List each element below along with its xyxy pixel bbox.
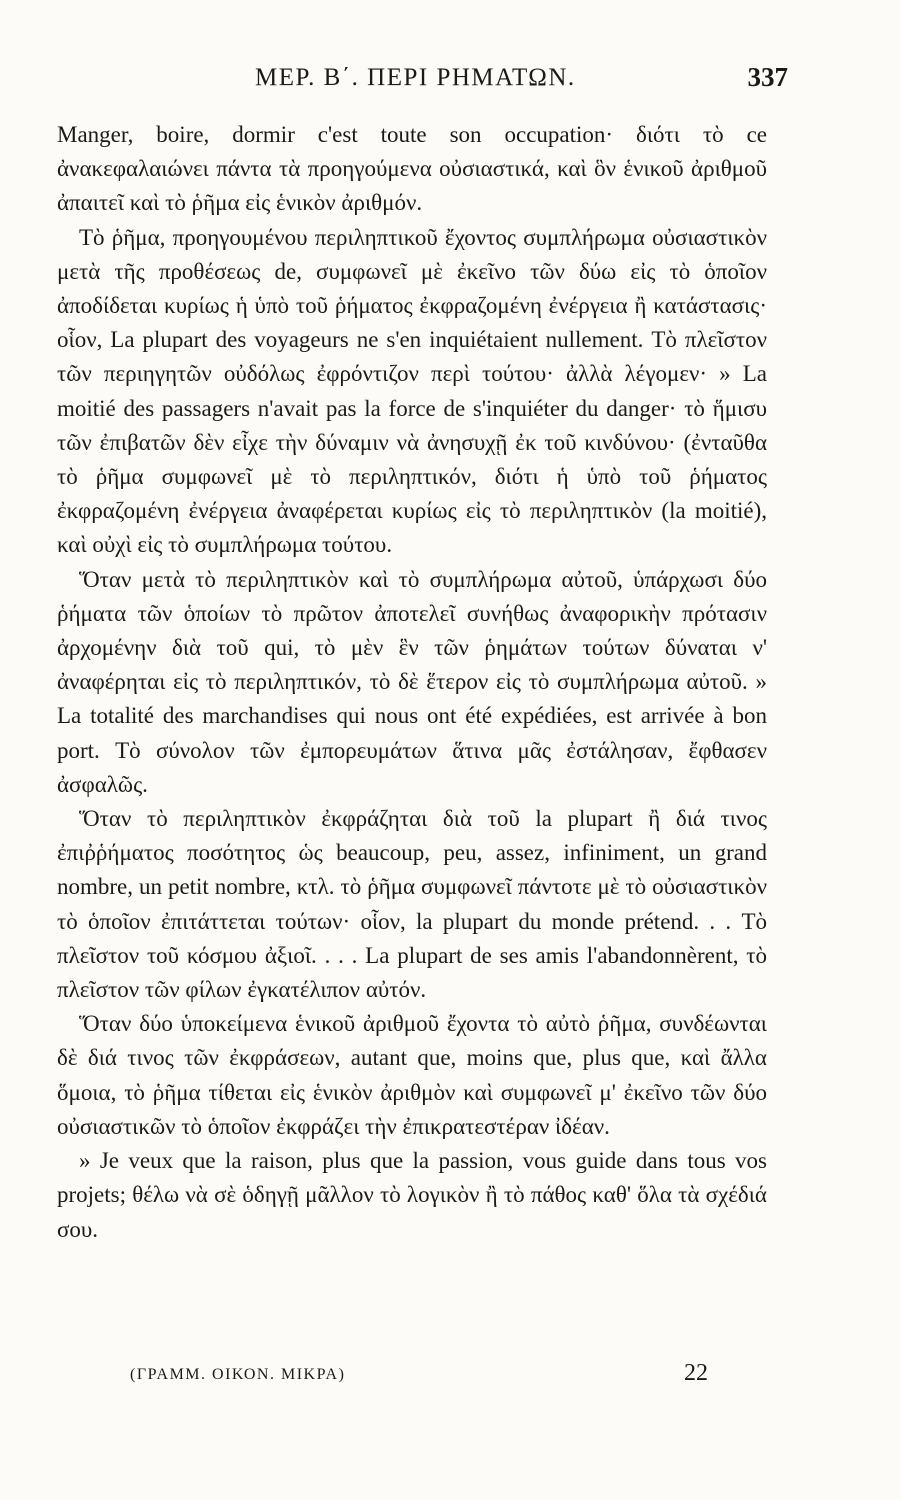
paragraph: Τὸ ῥῆμα, προηγουμένου περιληπτικοῦ ἔχοντος συμπλήρωμα οὐσιαστικὸν μετὰ τῆς προθέσεως de, συμφωνεῖ μὲ ἐκεῖνο τῶν δύω εἰς τὸ ὁποῖον ἀποδίδεται κυρίως ἡ ὑπὸ τοῦ ῥήματος ἐκφραζομένη ἐνέργεια ἢ κατάστασις· οἷον, La plupart des voyageurs ne s'en inquiétaient nullement. Τὸ πλεῖστον τῶν περιηγητῶν οὐδόλως ἐφρόντιζον περὶ τούτου· ἀλλὰ λέγομεν· » La moitié des passagers n'avait pas la force de s'inquiéter du danger· τὸ ἥμισυ τῶν ἐπιβατῶν δὲν εἶχε τὴν δύναμιν νὰ ἀνησυχῇ ἐκ τοῦ κινδύνου· (ἐνταῦθα τὸ ῥῆμα συμφωνεῖ μὲ τὸ περιληπτικόν, διότι ἡ ὑπὸ τοῦ ῥήματος ἐκφραζομένη ἐνέργεια ἀναφέρεται κυρίως εἰς τὸ περιληπτικὸν (la moitié), καὶ οὐχὶ εἰς τὸ συμπλήρωμα τούτου.: [57, 224, 767, 558]
paragraph: Ὅταν τὸ περιληπτικὸν ἐκφράζηται διὰ τοῦ la plupart ἢ διά τινος ἐπιῤῥήματος ποσότητος ὡς beaucoup, peu, assez, infiniment, un grand nombre, un petit nombre, κτλ. τὸ ῥῆμα συμφωνεῖ πάντοτε μὲ τὸ οὐσιαστικὸν τὸ ὁποῖον ἐπιτάττεται τούτων· οἷον, la plupart du monde prétend. . . Τὸ πλεῖστον τοῦ κόσμου ἀξιοῖ. . . . La plupart de ses amis l'abandonnèrent, τὸ πλεῖστον τῶν φίλων ἐγκατέλιπον αὐτόν.: [57, 806, 767, 1003]
running-head-title: ΜΕΡ. Β΄. ΠΕΡΙ ΡΗΜΑΤΩΝ.: [255, 64, 576, 91]
paragraph: Ὅταν δύο ὑποκείμενα ἑνικοῦ ἀριθμοῦ ἔχοντα τὸ αὐτὸ ῥῆμα, συνδέωνται δὲ διά τινος τῶν ἐκφράσεων, autant que, moins que, plus que, καὶ ἄλλα ὅμοια, τὸ ῥῆμα τίθεται εἰς ἑνικὸν ἀριθμὸν καὶ συμφωνεῖ μ' ἐκεῖνο τῶν δύο οὐσιαστικῶν τὸ ὁποῖον ἐκφράζει τὴν ἐπικρατεστέραν ἰδέαν.: [57, 1011, 767, 1139]
paragraph: Ὅταν μετὰ τὸ περιληπτικὸν καὶ τὸ συμπλήρωμα αὐτοῦ, ὑπάρχωσι δύο ῥήματα τῶν ὁποίων τὸ πρῶτον ἀποτελεῖ συνήθως ἀναφορικὴν πρότασιν ἀρχομένην διὰ τοῦ qui, τὸ μὲν ἓν τῶν ῥημάτων τούτων δύναται ν' ἀναφέρηται εἰς τὸ περιληπτικόν, τὸ δὲ ἕτερον εἰς τὸ συμπλήρωμα αὐτοῦ. » La totalité des marchandises qui nous ont été expédiées, est arrivée à bon port. Τὸ σύνολον τῶν ἐμπορευμάτων ἅτινα μᾶς ἐστάλησαν, ἔφθασεν ἀσφαλῶς.: [57, 566, 767, 797]
body-text: [57, 118, 767, 1247]
signature-mark: (ΓΡΑΜΜ. ΟΙΚΟΝ. ΜΙΚΡΑ): [130, 1366, 346, 1383]
page-number: 337: [747, 62, 788, 92]
paragraph: Manger, boire, dormir c'est toute son occupation· διότι τὸ ce ἀνακεφαλαιώνει πάντα τὰ προηγούμενα οὐσιαστικά, καὶ ὃν ἑνικοῦ ἀριθμοῦ ἀπαιτεῖ καὶ τὸ ῥῆμα εἰς ἑνικὸν ἀριθμόν.: [57, 122, 767, 216]
gathering-number: 22: [684, 1360, 708, 1386]
paragraph: » Je veux que la raison, plus que la passion, vous guide dans tous vos projets; θέλω νὰ σὲ ὁδηγῇ μᾶλλον τὸ λογικὸν ἢ τὸ πάθος καθ' ὅλα τὰ σχέδιά σου.: [57, 1148, 767, 1242]
running-head: [60, 58, 786, 98]
page-footer: [130, 1360, 708, 1396]
